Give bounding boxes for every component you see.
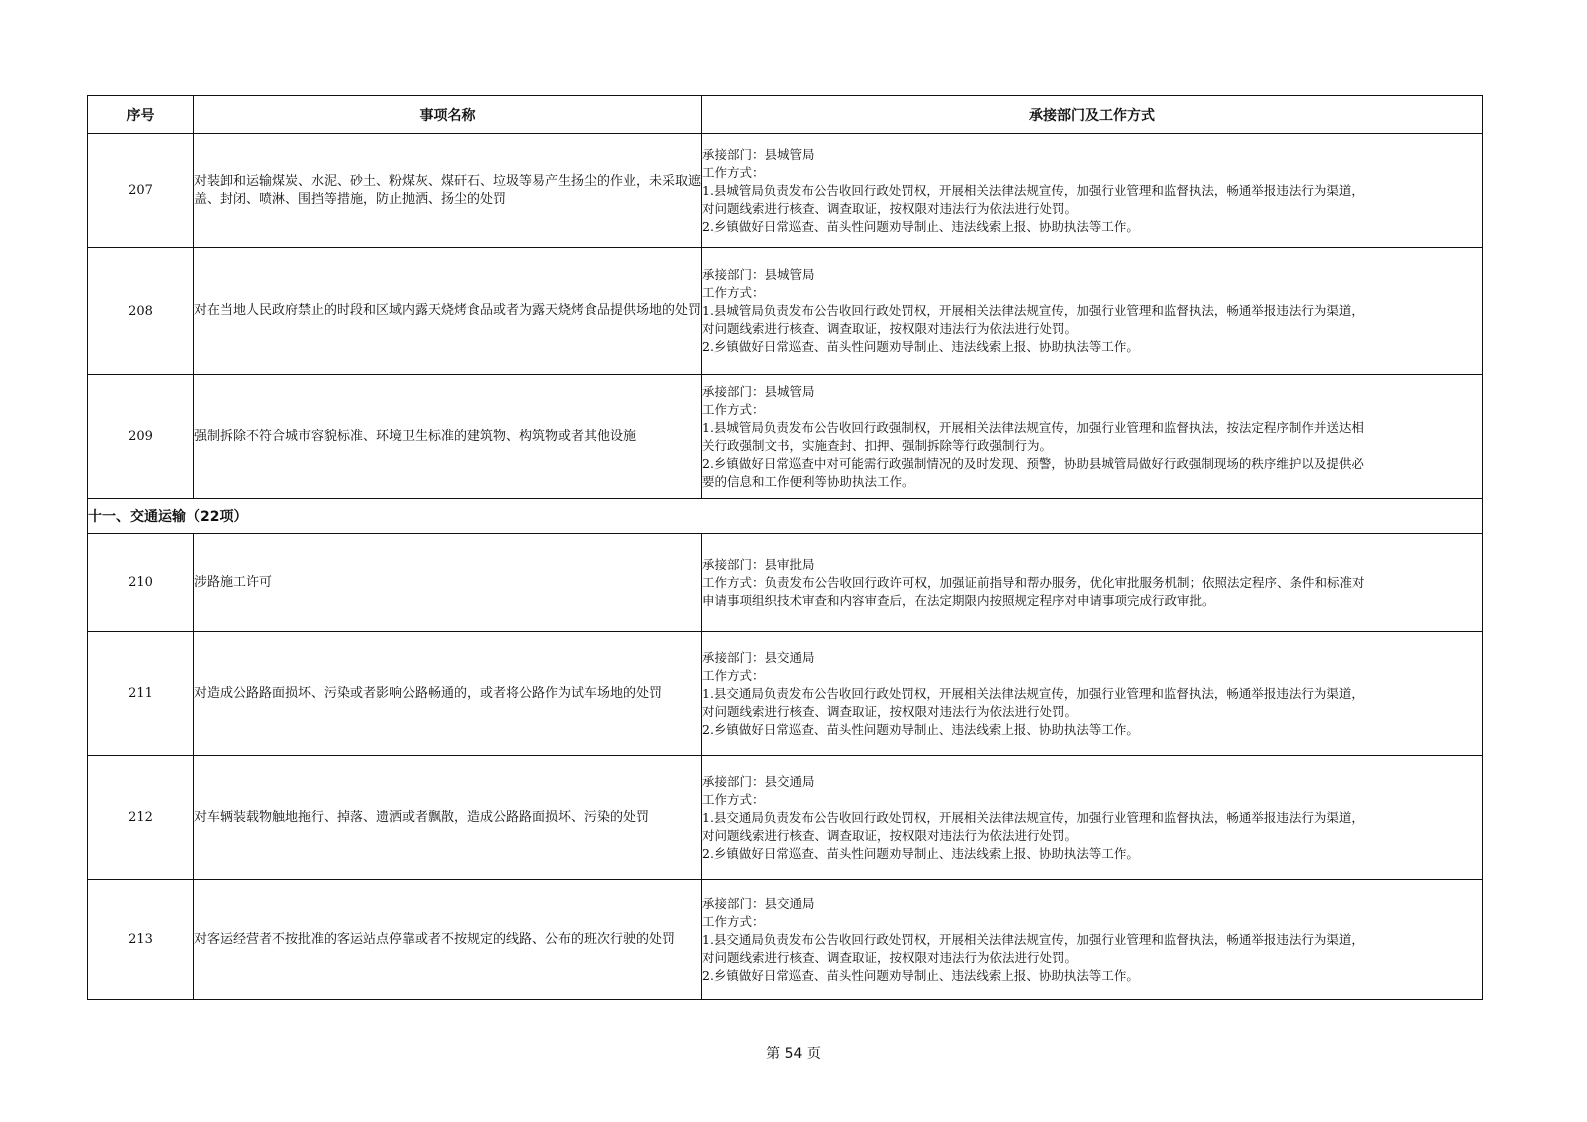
dept-method-line: 对问题线索进行核查、调查取证，按权限对违法行为依法进行处罚。 [702, 321, 1078, 336]
row-name-text: 对装卸和运输煤炭、水泥、砂土、粉煤灰、煤矸石、垃圾等易产生扬尘的作业，未采取遮盖、封闭、喷淋、围挡等措施，防止抛洒、扬尘的处罚 [194, 173, 702, 207]
dept-method-line: 2.乡镇做好日常巡查、苗头性问题劝导制止、违法线索上报、协助执法等工作。 [702, 339, 1139, 354]
dept-method-line: 工作方式：负责发布公告收回行政许可权，加强证前指导和帮办服务，优化审批服务机制；依照法定程序、条件和标准对 [702, 574, 1365, 590]
dept-method-line: 承接部门：县城管局 [702, 383, 815, 399]
row-dept-method [702, 375, 1483, 499]
section-row [88, 499, 1483, 534]
row-dept-method [702, 248, 1483, 375]
dept-method-line: 1.县城管局负责发布公告收回行政处罚权，开展相关法律法规宣传，加强行业管理和监督执法，畅通举报违法行为渠道， [702, 182, 1364, 198]
dept-method-line: 2.乡镇做好日常巡查、苗头性问题劝导制止、违法线索上报、协助执法等工作。 [702, 845, 1139, 861]
dept-method-line: 工作方式： [702, 164, 765, 180]
header-dept: 承接部门及工作方式 [702, 96, 1483, 134]
row-name [194, 632, 702, 756]
row-name [194, 134, 702, 248]
row-name-text: 对客运经营者不按批准的客运站点停靠或者不按规定的线路、公布的班次行驶的处罚 [194, 931, 676, 947]
header-seq: 序号 [88, 96, 194, 134]
row-name-text: 对在当地人民政府禁止的时段和区域内露天烧烤食品或者为露天烧烤食品提供场地的处罚 [194, 303, 702, 318]
dept-method-line: 2.乡镇做好日常巡查、苗头性问题劝导制止、违法线索上报、协助执法等工作。 [702, 721, 1139, 737]
table-row [88, 248, 1483, 375]
row-seq: 207 [88, 134, 194, 248]
row-dept-method [702, 632, 1483, 756]
dept-method-line: 1.县城管局负责发布公告收回行政强制权，开展相关法律法规宣传，加强行业管理和监督执法，按法定程序制作并送达相 [702, 419, 1364, 435]
items-table [87, 95, 1483, 1000]
dept-method-line: 对问题线索进行核查、调查取证，按权限对违法行为依法进行处罚。 [702, 703, 1078, 719]
row-name-text: 对造成公路路面损坏、污染或者影响公路畅通的，或者将公路作为试车场地的处罚 [194, 685, 663, 701]
row-name [194, 880, 702, 1000]
row-seq: 211 [88, 632, 194, 756]
row-dept-method [702, 880, 1483, 1000]
table-row [88, 756, 1483, 880]
table-row [88, 880, 1483, 1000]
section-title: 十一、交通运输（22项） [88, 499, 1483, 534]
dept-method-line: 承接部门：县交通局 [702, 773, 815, 789]
dept-method-line: 承接部门：县交通局 [702, 895, 815, 911]
dept-method-line: 2.乡镇做好日常巡查、苗头性问题劝导制止、违法线索上报、协助执法等工作。 [702, 967, 1139, 983]
row-seq: 213 [88, 880, 194, 1000]
table-row [88, 134, 1483, 248]
dept-method-line: 关行政强制文书，实施查封、扣押、强制拆除等行政强制行为。 [702, 437, 1053, 453]
row-seq: 208 [88, 248, 194, 375]
row-name [194, 248, 702, 375]
page-number: 第 54 页 [766, 1046, 821, 1062]
table-row [88, 375, 1483, 499]
row-name [194, 756, 702, 880]
table-header-row [88, 96, 1483, 134]
dept-method-line: 承接部门：县审批局 [702, 556, 815, 572]
dept-method-line: 2.乡镇做好日常巡查中对可能需行政强制情况的及时发现、预警，协助县城管局做好行政强制现场的秩序维护以及提供必 [702, 455, 1364, 471]
row-name-text: 强制拆除不符合城市容貌标准、环境卫生标准的建筑物、构筑物或者其他设施 [194, 428, 637, 444]
dept-method-line: 1.县城管局负责发布公告收回行政处罚权，开展相关法律法规宣传，加强行业管理和监督执法，畅通举报违法行为渠道， [702, 303, 1364, 318]
row-name [194, 534, 702, 632]
dept-method-line: 工作方式： [702, 791, 765, 807]
dept-method-line: 对问题线索进行核查、调查取证，按权限对违法行为依法进行处罚。 [702, 200, 1078, 216]
dept-method-line: 对问题线索进行核查、调查取证，按权限对违法行为依法进行处罚。 [702, 827, 1078, 843]
row-name-text: 对车辆装载物触地拖行、掉落、遗洒或者飘散，造成公路路面损坏、污染的处罚 [194, 809, 650, 825]
dept-method-line: 申请事项组织技术审查和内容审查后，在法定期限内按照规定程序对申请事项完成行政审批。 [702, 592, 1215, 608]
dept-method-line: 工作方式： [702, 667, 765, 683]
table-row [88, 632, 1483, 756]
dept-method-line: 工作方式： [702, 913, 765, 929]
header-name: 事项名称 [194, 96, 702, 134]
dept-method-line: 1.县交通局负责发布公告收回行政处罚权，开展相关法律法规宣传，加强行业管理和监督执法，畅通举报违法行为渠道， [702, 809, 1364, 825]
dept-method-line: 对问题线索进行核查、调查取证，按权限对违法行为依法进行处罚。 [702, 949, 1078, 965]
row-name-text: 涉路施工许可 [194, 574, 273, 590]
dept-method-line: 2.乡镇做好日常巡查、苗头性问题劝导制止、违法线索上报、协助执法等工作。 [702, 218, 1139, 234]
table-row [88, 534, 1483, 632]
row-seq: 209 [88, 375, 194, 499]
dept-method-line: 1.县交通局负责发布公告收回行政处罚权，开展相关法律法规宣传，加强行业管理和监督执法，畅通举报违法行为渠道， [702, 931, 1364, 947]
dept-method-line: 要的信息和工作便利等协助执法工作。 [702, 473, 915, 489]
dept-method-line: 工作方式： [702, 285, 765, 300]
row-name [194, 375, 702, 499]
dept-method-line: 承接部门：县城管局 [702, 267, 815, 282]
row-dept-method [702, 134, 1483, 248]
dept-method-line: 工作方式： [702, 401, 765, 417]
row-seq: 210 [88, 534, 194, 632]
dept-method-line: 1.县交通局负责发布公告收回行政处罚权，开展相关法律法规宣传，加强行业管理和监督执法，畅通举报违法行为渠道， [702, 685, 1364, 701]
dept-method-line: 承接部门：县城管局 [702, 146, 815, 162]
row-dept-method [702, 756, 1483, 880]
row-dept-method [702, 534, 1483, 632]
dept-method-line: 承接部门：县交通局 [702, 649, 815, 665]
row-seq: 212 [88, 756, 194, 880]
